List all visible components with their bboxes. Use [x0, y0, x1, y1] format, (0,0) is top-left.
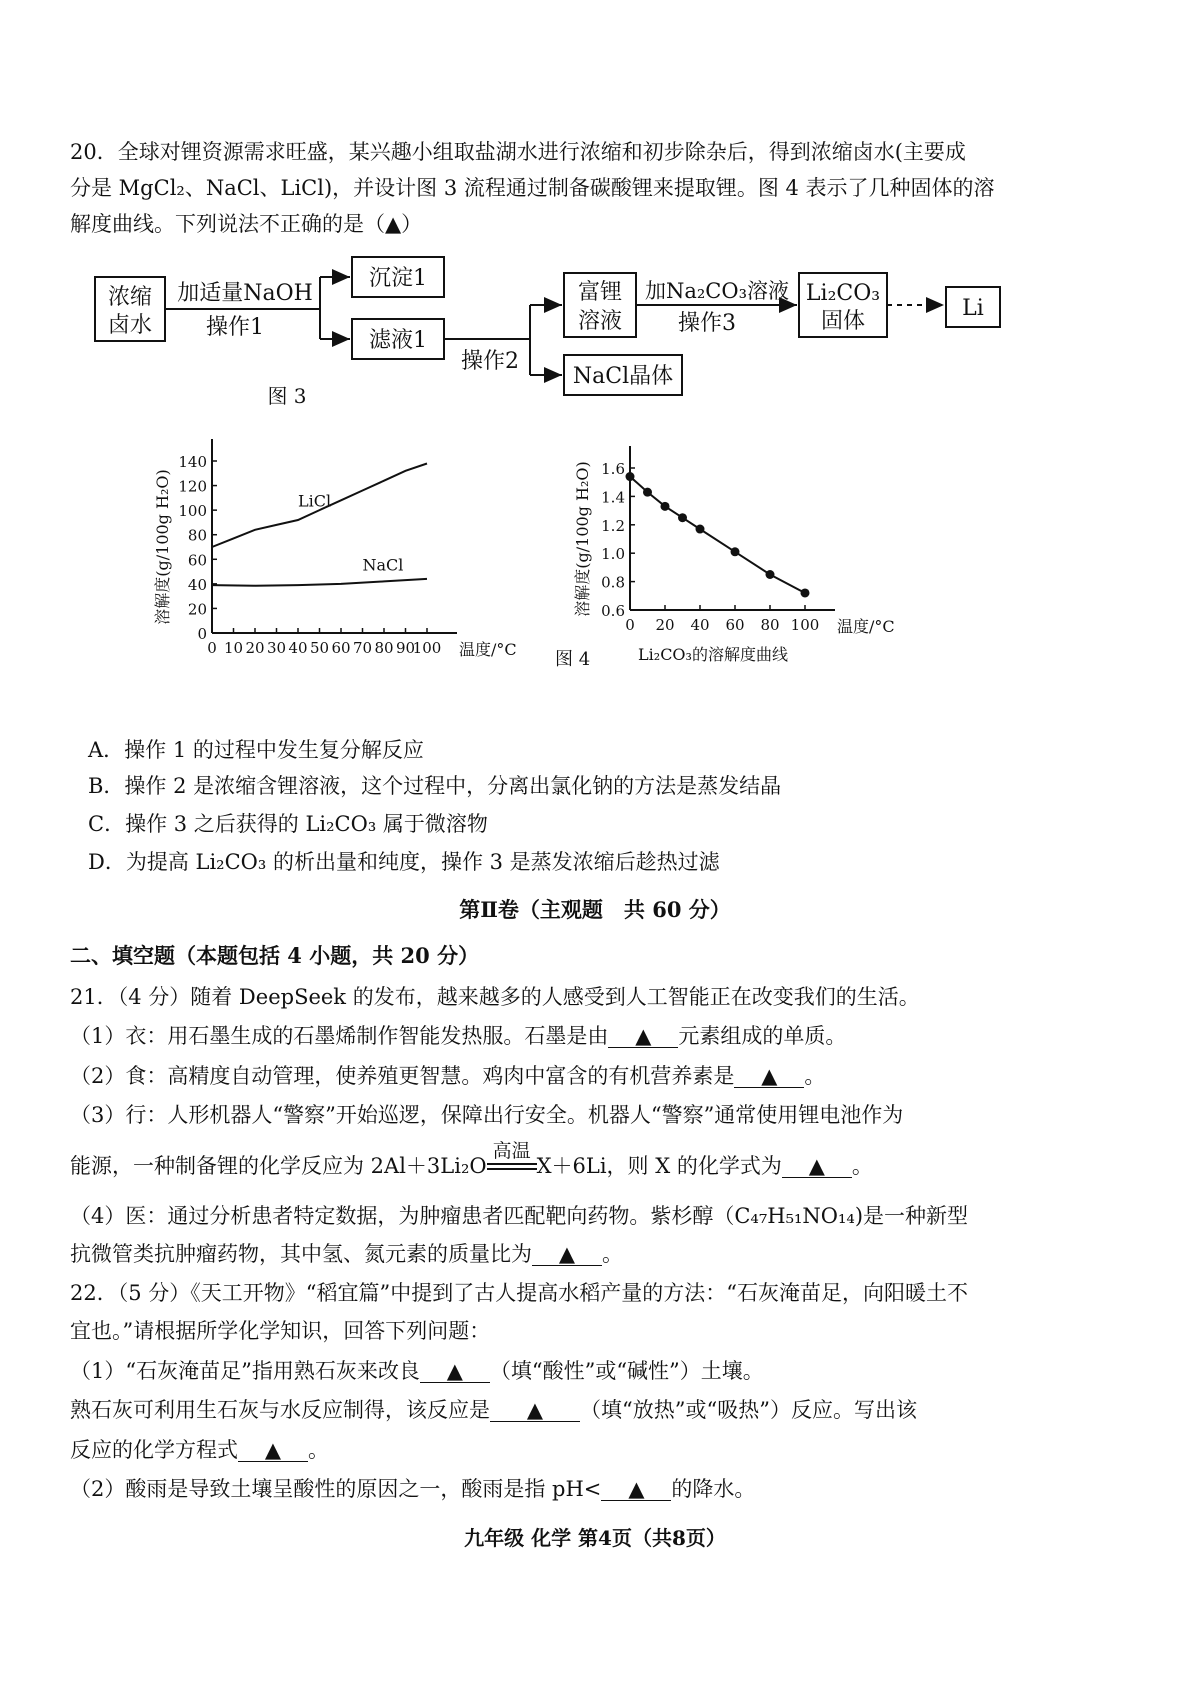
q22-intro-1: 22．（5 分）《天工开物》“稻宜篇”中提到了古人提高水稻产量的方法：“石灰淹苗足，向阳暖土不 — [70, 1281, 968, 1305]
y-tick-label: 0.6 — [601, 602, 625, 620]
y-tick-label: 140 — [178, 453, 207, 471]
chart-solubility-li2co3 — [555, 455, 980, 725]
x-tick-label: 10 — [223, 639, 244, 657]
x-tick-label: 80 — [374, 639, 394, 657]
q21-p4-text-b: 抗微管类抗肿瘤药物，其中氢、氮元素的质量比为 — [70, 1242, 532, 1266]
flow-start-1: 浓缩 — [107, 285, 153, 310]
q20-line-1: 20．全球对锂资源需求旺盛，某兴趣小组取盐湖水进行浓缩和初步除杂后，得到浓缩卤水(主要成 — [70, 140, 966, 164]
answer-blank[interactable]: ▲ — [601, 1478, 671, 1501]
q20-line-3: 解度曲线。下列说法不正确的是（▲） — [70, 212, 423, 236]
y-tick-label: 1.4 — [601, 488, 625, 507]
x-axis-label: 温度/°C — [837, 617, 895, 636]
option-a: A．操作 1 的过程中发生复分解反应 — [88, 738, 424, 762]
y-tick-label: 0.8 — [601, 573, 625, 592]
data-point — [696, 525, 705, 534]
q21-p3-text-d: 。 — [851, 1154, 873, 1178]
figure-4-caption: 图 4 — [555, 649, 591, 670]
flow-step1-bottom: 操作1 — [206, 315, 264, 340]
answer-blank[interactable]: ▲ — [782, 1155, 852, 1178]
chart-solubility-licl-nacl — [150, 455, 550, 715]
answer-blank[interactable]: ▲ — [608, 1025, 678, 1048]
q22-p1-text-e: 反应的化学方程式 — [70, 1438, 238, 1462]
flow-start-2: 卤水 — [107, 313, 153, 338]
chart-title: Li₂CO₃的溶解度曲线 — [638, 645, 788, 664]
x-tick-label: 0 — [207, 639, 217, 657]
q20-line-2: 分是 MgCl₂、NaCl、LiCl)，并设计图 3 流程通过制备碳酸锂来提取锂。图 4 表示了几种固体的溶 — [70, 176, 995, 200]
x-tick-label: 60 — [331, 639, 351, 657]
flow-product-2: 固体 — [820, 309, 866, 334]
data-point — [678, 513, 687, 522]
flow-step2: 操作2 — [461, 349, 519, 374]
flow-nacl: NaCl晶体 — [572, 364, 674, 389]
q22-p1-text-b: （填“酸性”或“碱性”）土壤。 — [489, 1359, 764, 1383]
flow-step3-top: 加Na₂CO₃溶液 — [644, 279, 790, 303]
flow-step1-top: 加适量NaOH — [177, 281, 313, 306]
x-tick-label: 70 — [352, 639, 373, 657]
y-tick-label: 20 — [187, 600, 207, 619]
answer-blank[interactable]: ▲ — [734, 1065, 804, 1088]
series-line-Li₂CO₃ — [630, 477, 805, 594]
answer-blank[interactable]: ▲ — [532, 1243, 602, 1266]
data-point — [801, 588, 810, 597]
series-line-NaCl — [212, 579, 427, 586]
fill-in-heading: 二、填空题（本题包括 4 小题，共 20 分） — [70, 943, 480, 968]
data-point — [626, 472, 635, 481]
q21-part-2 — [70, 1062, 825, 1090]
data-point — [766, 570, 775, 579]
x-tick-label: 100 — [412, 639, 442, 657]
y-tick-label: 120 — [178, 477, 207, 496]
option-b: B．操作 2 是浓缩含锂溶液，这个过程中，分离出氯化钠的方法是蒸发结晶 — [88, 774, 782, 798]
flow-precipitate: 沉淀1 — [369, 266, 427, 291]
q22-p2-text-a: （2）酸雨是导致土壤呈酸性的原因之一，酸雨是指 pH< — [70, 1477, 602, 1501]
reaction-condition — [487, 1140, 537, 1170]
option-c: C．操作 3 之后获得的 Li₂CO₃ 属于微溶物 — [88, 812, 488, 836]
x-tick-label: 50 — [309, 639, 330, 657]
x-tick-label: 60 — [725, 616, 745, 634]
answer-blank[interactable]: ▲ — [420, 1360, 490, 1383]
answer-blank[interactable]: ▲ — [490, 1399, 580, 1422]
option-d: D．为提高 Li₂CO₃ 的析出量和纯度，操作 3 是蒸发浓缩后趁热过滤 — [88, 850, 720, 874]
x-tick-label: 40 — [690, 616, 710, 634]
y-tick-label: 1.0 — [601, 545, 625, 564]
q21-intro: 21．（4 分）随着 DeepSeek 的发布，越来越多的人感受到人工智能正在改变我们的生活。 — [70, 985, 920, 1009]
x-tick-label: 80 — [760, 616, 780, 634]
q21-p3-text-b: 能源，一种制备锂的化学反应为 2Al＋3Li₂O — [70, 1154, 487, 1178]
figure-3-caption: 图 3 — [267, 384, 307, 408]
section-2-title: 第Ⅱ卷（主观题 共 60 分） — [459, 897, 731, 922]
flow-rich-2: 溶液 — [577, 309, 623, 334]
series-label: NaCl — [362, 555, 404, 575]
page-footer: 九年级 化学 第4页（共8页） — [464, 1526, 726, 1550]
x-tick-label: 30 — [266, 639, 287, 657]
q22-part-2 — [70, 1475, 755, 1503]
answer-blank[interactable]: ▲ — [238, 1439, 308, 1462]
q21-part-4: （4）医：通过分析患者特定数据，为肿瘤患者匹配靶向药物。紫杉醇（C₄₇H₅₁NO₁₄)是一种新型 — [70, 1204, 969, 1228]
q22-intro-2: 宜也。”请根据所学化学知识，回答下列问题： — [70, 1319, 491, 1343]
y-tick-label: 40 — [187, 575, 207, 594]
flow-step3-bottom: 操作3 — [678, 311, 736, 336]
x-tick-label: 0 — [625, 616, 635, 634]
q21-p1-text-b: 元素组成的单质。 — [678, 1024, 847, 1048]
condition-label: 高温 — [492, 1140, 531, 1162]
q21-part-4-b — [70, 1240, 623, 1268]
q22-p1-text-d: （填“放热”或“吸热”）反应。写出该 — [580, 1398, 917, 1422]
flow-diagram — [0, 240, 1190, 420]
q21-part-3-equation — [70, 1140, 873, 1180]
x-axis-label: 温度/°C — [459, 640, 517, 659]
y-tick-label: 1.2 — [601, 516, 625, 535]
y-axis-label: 溶解度(g/100g H₂O) — [153, 469, 172, 625]
data-point — [661, 502, 670, 511]
q21-part-3: （3）行：人形机器人“警察”开始巡逻，保障出行安全。机器人“警察”通常使用锂电池作为 — [70, 1103, 904, 1127]
q21-p4-text-c: 。 — [602, 1242, 623, 1266]
q22-part-1-e — [70, 1436, 329, 1464]
y-tick-label: 60 — [187, 551, 207, 570]
q22-part-1 — [70, 1357, 764, 1385]
x-tick-label: 20 — [245, 639, 265, 657]
q22-p2-text-b: 的降水。 — [671, 1477, 756, 1501]
x-tick-label: 100 — [790, 616, 820, 634]
y-tick-label: 1.6 — [601, 460, 625, 478]
q21-p2-text-a: （2）食：高精度自动管理，使养殖更智慧。鸡肉中富含的有机营养素是 — [70, 1064, 735, 1088]
flow-product-1: Li₂CO₃ — [805, 281, 881, 306]
q21-p1-text-a: （1）衣：用石墨生成的石墨烯制作智能发热服。石墨是由 — [70, 1024, 609, 1048]
y-tick-label: 100 — [178, 502, 207, 521]
q22-p1-text-a: （1）“石灰淹苗足”指用熟石灰来改良 — [70, 1359, 420, 1383]
flow-filtrate: 滤液1 — [369, 328, 427, 353]
x-tick-label: 90 — [395, 639, 416, 657]
y-tick-label: 0 — [197, 625, 207, 643]
x-tick-label: 40 — [288, 639, 308, 657]
q22-p1-text-c: 熟石灰可利用生石灰与水反应制得，该反应是 — [70, 1398, 490, 1422]
y-axis-label: 溶解度(g/100g H₂O) — [573, 461, 592, 617]
y-tick-label: 80 — [187, 526, 207, 545]
q21-part-1 — [70, 1022, 846, 1050]
flow-rich-1: 富锂 — [577, 280, 623, 305]
q21-p2-text-b: 。 — [804, 1064, 826, 1088]
x-tick-label: 20 — [655, 616, 675, 634]
flow-final: Li — [962, 296, 984, 321]
series-label: LiCl — [298, 491, 332, 511]
data-point — [731, 547, 740, 556]
q22-part-1-c — [70, 1396, 917, 1424]
q21-p3-text-c: X＋6Li，则 X 的化学式为 — [536, 1154, 782, 1178]
q22-p1-text-f: 。 — [308, 1438, 329, 1462]
data-point — [643, 488, 652, 497]
